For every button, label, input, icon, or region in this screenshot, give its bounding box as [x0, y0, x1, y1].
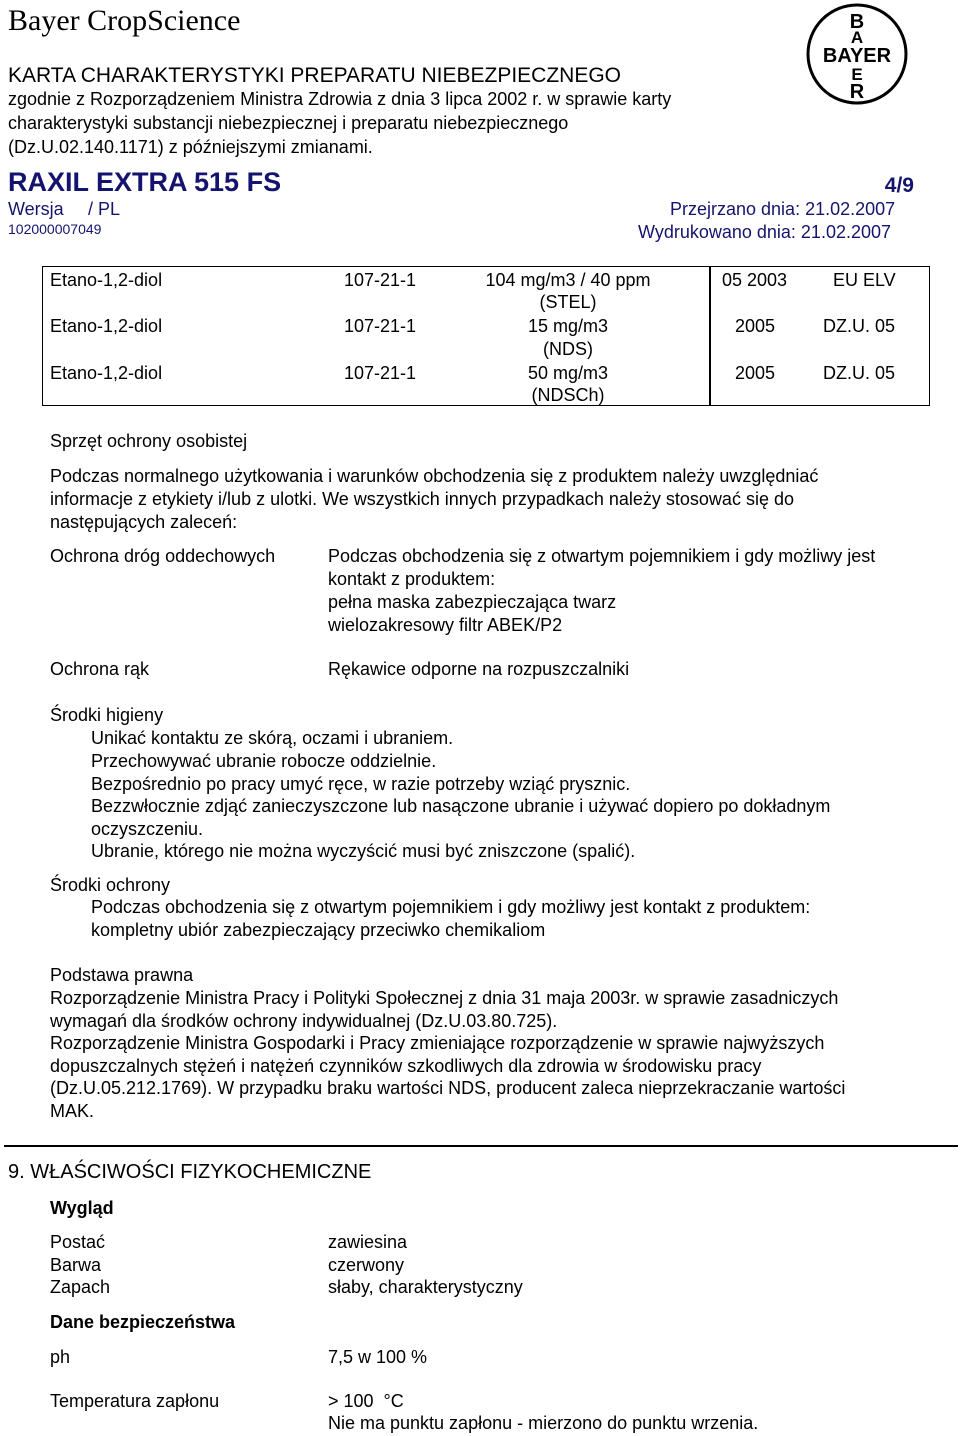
table-cell-date: 05 2003	[722, 270, 788, 290]
ph-label: ph	[50, 1347, 71, 1367]
protection-heading: Środki ochrony	[50, 875, 171, 895]
respiratory-protection-line: Podczas obchodzenia się z otwartym pojemnikiem i gdy możliwy jest	[328, 546, 876, 566]
color-value: czerwony	[328, 1255, 405, 1275]
legal-basis-heading: Podstawa prawna	[50, 965, 194, 985]
hygiene-line: Unikać kontaktu ze skórą, oczami i ubraniem.	[91, 728, 454, 748]
logo-letter-a: A	[850, 28, 864, 47]
form-value: zawiesina	[328, 1232, 408, 1252]
table-cell-cas: 107-21-1	[344, 363, 417, 383]
exposure-limits-table	[42, 266, 930, 406]
legal-basis-line: (Dz.U.05.212.1769). W przypadku braku wartości NDS, producent zaleca nieprzekraczanie wartości	[50, 1078, 846, 1098]
table-cell-basis: DZ.U. 05	[823, 316, 896, 336]
table-cell-basis: DZ.U. 05	[823, 363, 896, 383]
flash-point-label: Temperatura zapłonu	[50, 1391, 220, 1411]
reviewed-date: Przejrzano dnia: 21.02.2007	[670, 199, 896, 219]
table-cell-date: 2005	[735, 363, 776, 383]
hand-protection-label: Ochrona rąk	[50, 659, 150, 679]
respiratory-protection-line: kontakt z produktem:	[328, 569, 496, 589]
ppe-heading: Sprzęt ochrony osobistej	[50, 431, 248, 451]
legal-basis-line: dopuszczalnych stężeń i natężeń czynników szkodliwych dla zdrowia w środowisku pracy	[50, 1056, 762, 1076]
section-divider	[4, 1145, 958, 1147]
section-9-heading: 9. WŁAŚCIWOŚCI FIZYKOCHEMICZNE	[8, 1161, 372, 1183]
bayer-cross-logo	[805, 2, 909, 106]
regulation-line-2: charakterystyki substancji niebezpiecznej i preparatu niebezpiecznego	[8, 113, 569, 133]
legal-basis-line: wymagań dla środków ochrony indywidualnej (Dz.U.03.80.725).	[50, 1011, 558, 1031]
printed-date: Wydrukowano dnia: 21.02.2007	[638, 222, 892, 242]
table-cell-value: 50 mg/m3	[527, 363, 609, 383]
hygiene-line: oczyszczeniu.	[91, 819, 204, 839]
odor-label: Zapach	[50, 1277, 111, 1297]
table-cell-type: (NDS)	[543, 339, 593, 359]
table-cell-type: (NDSCh)	[531, 385, 605, 405]
hygiene-line: Bezpośrednio po pracy umyć ręce, w razie potrzeby wziąć prysznic.	[91, 774, 631, 794]
table-cell-substance: Etano-1,2-diol	[50, 270, 163, 290]
table-cell-basis: EU ELV	[833, 270, 896, 290]
protection-line: Podczas obchodzenia się z otwartym pojemnikiem i gdy możliwy jest kontakt z produktem:	[91, 897, 811, 917]
table-cell-substance: Etano-1,2-diol	[50, 363, 163, 383]
safety-data-heading: Dane bezpieczeństwa	[50, 1312, 236, 1332]
ppe-intro-line: następujących zaleceń:	[50, 512, 238, 532]
form-label: Postać	[50, 1232, 106, 1252]
odor-value: słaby, charakterystyczny	[328, 1277, 523, 1297]
ppe-intro-line: informacje z etykiety i/lub z ulotki. We wszystkich innych przypadkach należy stosować się do	[50, 489, 794, 509]
ph-value: 7,5 w 100 %	[328, 1347, 428, 1367]
regulation-line-1: zgodnie z Rozporządzeniem Ministra Zdrowia z dnia 3 lipca 2002 r. w sprawie karty	[8, 89, 672, 109]
table-cell-value: 15 mg/m3	[527, 316, 609, 336]
page-number: 4/9	[884, 174, 914, 197]
respiratory-protection-line: wielozakresowy filtr ABEK/P2	[328, 615, 563, 635]
color-label: Barwa	[50, 1255, 102, 1275]
logo-letter-r: R	[849, 81, 865, 103]
hygiene-line: Bezzwłocznie zdjąć zanieczyszczone lub nasączone ubranie i używać dopiero po dokładnym	[91, 796, 831, 816]
logo-letter-b-top: B	[849, 11, 865, 33]
table-cell-type: (STEL)	[539, 292, 597, 312]
table-cell-substance: Etano-1,2-diol	[50, 316, 163, 336]
company-name: Bayer CropScience	[8, 4, 241, 37]
flash-point-value: > 100 °C	[328, 1391, 404, 1411]
hygiene-heading: Środki higieny	[50, 705, 164, 725]
appearance-heading: Wygląd	[50, 1198, 114, 1218]
table-cell-value: 104 mg/m3 / 40 ppm	[485, 270, 651, 290]
protection-line: kompletny ubiór zabezpieczający przeciwko chemikaliom	[91, 920, 546, 940]
hand-protection-text: Rękawice odporne na rozpuszczalniki	[328, 659, 630, 679]
legal-basis-line: Rozporządzenie Ministra Pracy i Polityki Społecznej z dnia 31 maja 2003r. w sprawie zasadniczych	[50, 988, 839, 1008]
table-cell-date: 2005	[735, 316, 776, 336]
legal-basis-line: Rozporządzenie Ministra Gospodarki i Pracy zmieniające rozporządzenie w sprawie najwyższych	[50, 1033, 825, 1053]
regulation-line-3: (Dz.U.02.140.1171) z późniejszymi zmianami.	[8, 137, 373, 157]
logo-bayer-horizontal: BAYER	[822, 45, 892, 67]
legal-basis-line: MAK.	[50, 1101, 95, 1121]
document-title: KARTA CHARAKTERYSTYKI PREPARATU NIEBEZPIECZNEGO	[8, 64, 622, 87]
language-code: / PL	[88, 199, 121, 219]
logo-letter-e: E	[851, 65, 863, 84]
product-name: RAXIL EXTRA 515 FS	[8, 167, 282, 197]
flash-point-note: Nie ma punktu zapłonu - mierzono do punktu wrzenia.	[328, 1413, 759, 1433]
respiratory-protection-line: pełna maska zabezpieczająca twarz	[328, 592, 617, 612]
version-label: Wersja	[8, 199, 64, 219]
respiratory-protection-label: Ochrona dróg oddechowych	[50, 546, 276, 566]
table-cell-cas: 107-21-1	[344, 270, 417, 290]
document-number: 102000007049	[8, 221, 102, 237]
table-divider	[709, 267, 711, 405]
ppe-intro-line: Podczas normalnego użytkowania i warunków obchodzenia się z produktem należy uwzględniać	[50, 466, 819, 486]
hygiene-line: Przechowywać ubranie robocze oddzielnie.	[91, 751, 437, 771]
table-cell-cas: 107-21-1	[344, 316, 417, 336]
hygiene-line: Ubranie, którego nie można wyczyścić musi być zniszczone (spalić).	[91, 841, 636, 861]
